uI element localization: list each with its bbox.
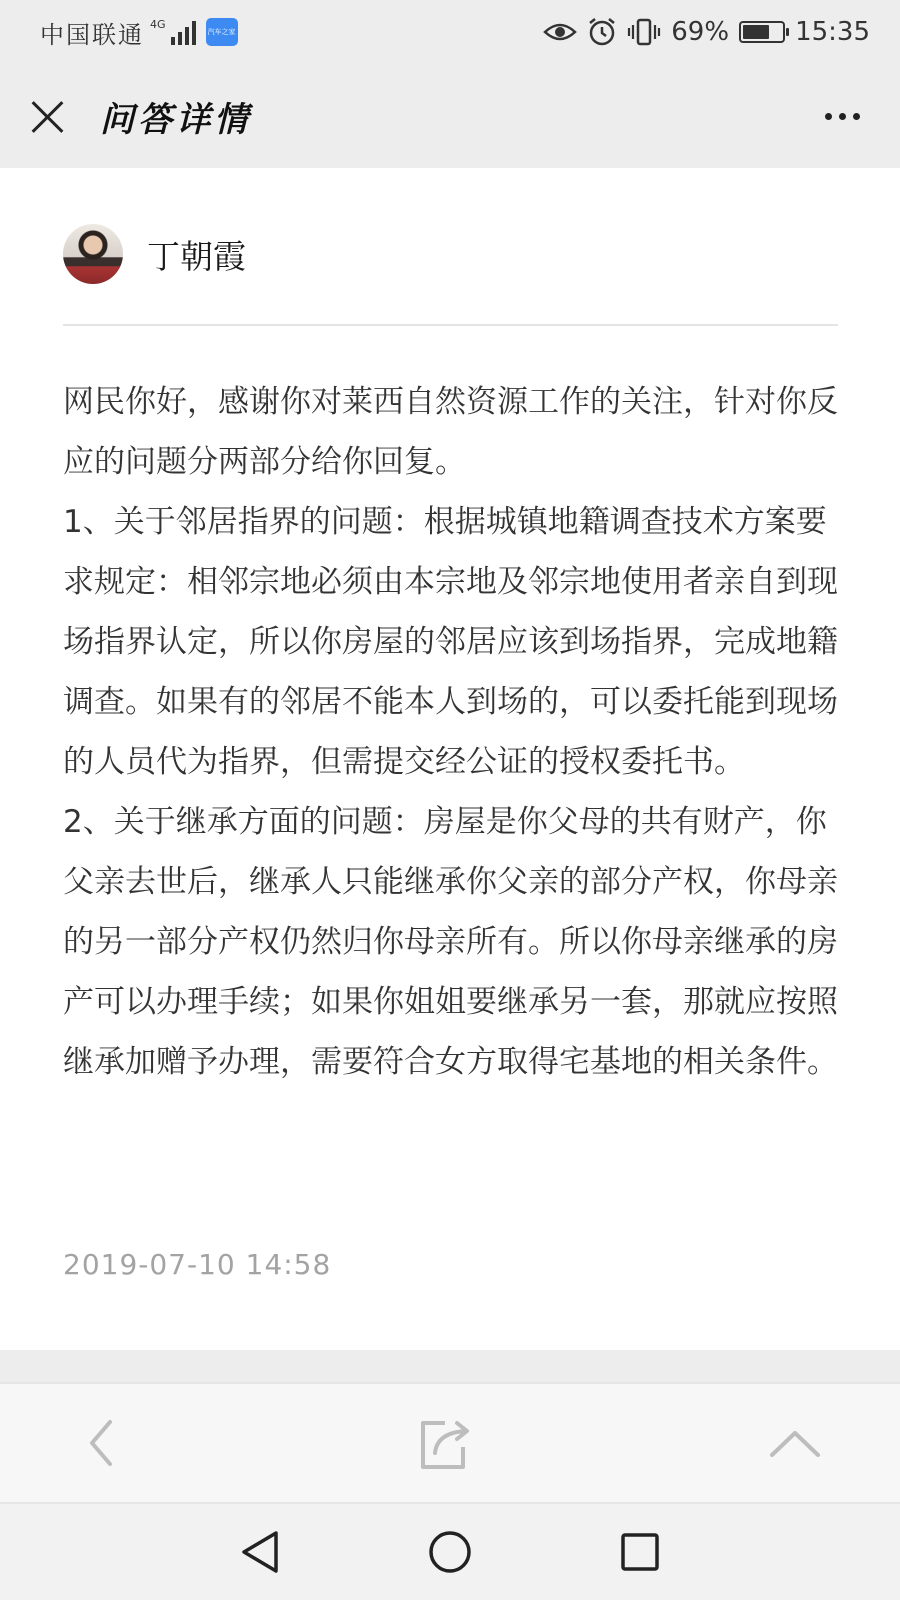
post-timestamp: 2019-07-10 14:58 <box>63 1248 332 1281</box>
nav-back-icon[interactable] <box>225 1517 295 1587</box>
back-icon[interactable] <box>82 1418 122 1468</box>
vibrate-icon <box>627 18 661 46</box>
author-row <box>63 224 246 284</box>
bottom-toolbar <box>0 1382 900 1504</box>
divider <box>63 324 838 326</box>
system-nav-bar <box>0 1504 900 1600</box>
scroll-top-icon[interactable] <box>768 1425 822 1461</box>
close-icon[interactable] <box>30 98 66 134</box>
network-type: 4G <box>150 18 166 31</box>
author-name: 丁朝霞 <box>147 236 246 276</box>
answer-paragraph: 网民你好，感谢你对莱西自然资源工作的关注，针对你反应的问题分两部分给你回复。 <box>63 384 838 480</box>
status-bar <box>0 0 900 64</box>
more-icon[interactable] <box>815 103 870 130</box>
page-title: 问答详情 <box>100 99 252 140</box>
eye-icon <box>543 20 577 44</box>
answer-paragraph: 2、关于继承方面的问题：房屋是你父母的共有财产，你父亲去世后，继承人只能继承你父亲的部分产权，你母亲的另一部分产权仍然归你母亲所有。所以你母亲继承的房产可以办理手续；如果你姐姐要继承另一套，那就应按照继承加赠予办理，需要符合女方取得宅基地的相关条件。 <box>63 804 838 1080</box>
carrier-name: 中国联通 <box>40 20 144 49</box>
alarm-icon <box>587 17 617 47</box>
header <box>0 64 900 168</box>
battery-icon <box>739 21 785 43</box>
avatar[interactable] <box>63 224 123 284</box>
nav-recents-icon[interactable] <box>605 1517 675 1587</box>
answer-card <box>0 168 900 1350</box>
app-notification-icon: 汽车之家 <box>206 18 238 46</box>
clock: 15:35 <box>795 17 870 47</box>
share-icon[interactable] <box>415 1415 475 1471</box>
answer-text <box>63 372 843 1092</box>
battery-percent: 69% <box>671 17 730 47</box>
answer-paragraph: 1、关于邻居指界的问题：根据城镇地籍调查技术方案要求规定：相邻宗地必须由本宗地及邻宗地使用者亲自到现场指界认定，所以你房屋的邻居应该到场指界，完成地籍调查。如果有的邻居不能本人到场的，可以委托能到现场的人员代为指界，但需提交经公证的授权委托书。 <box>63 504 838 780</box>
nav-home-icon[interactable] <box>415 1517 485 1587</box>
battery-fill <box>743 25 769 39</box>
signal-icon <box>150 19 196 45</box>
